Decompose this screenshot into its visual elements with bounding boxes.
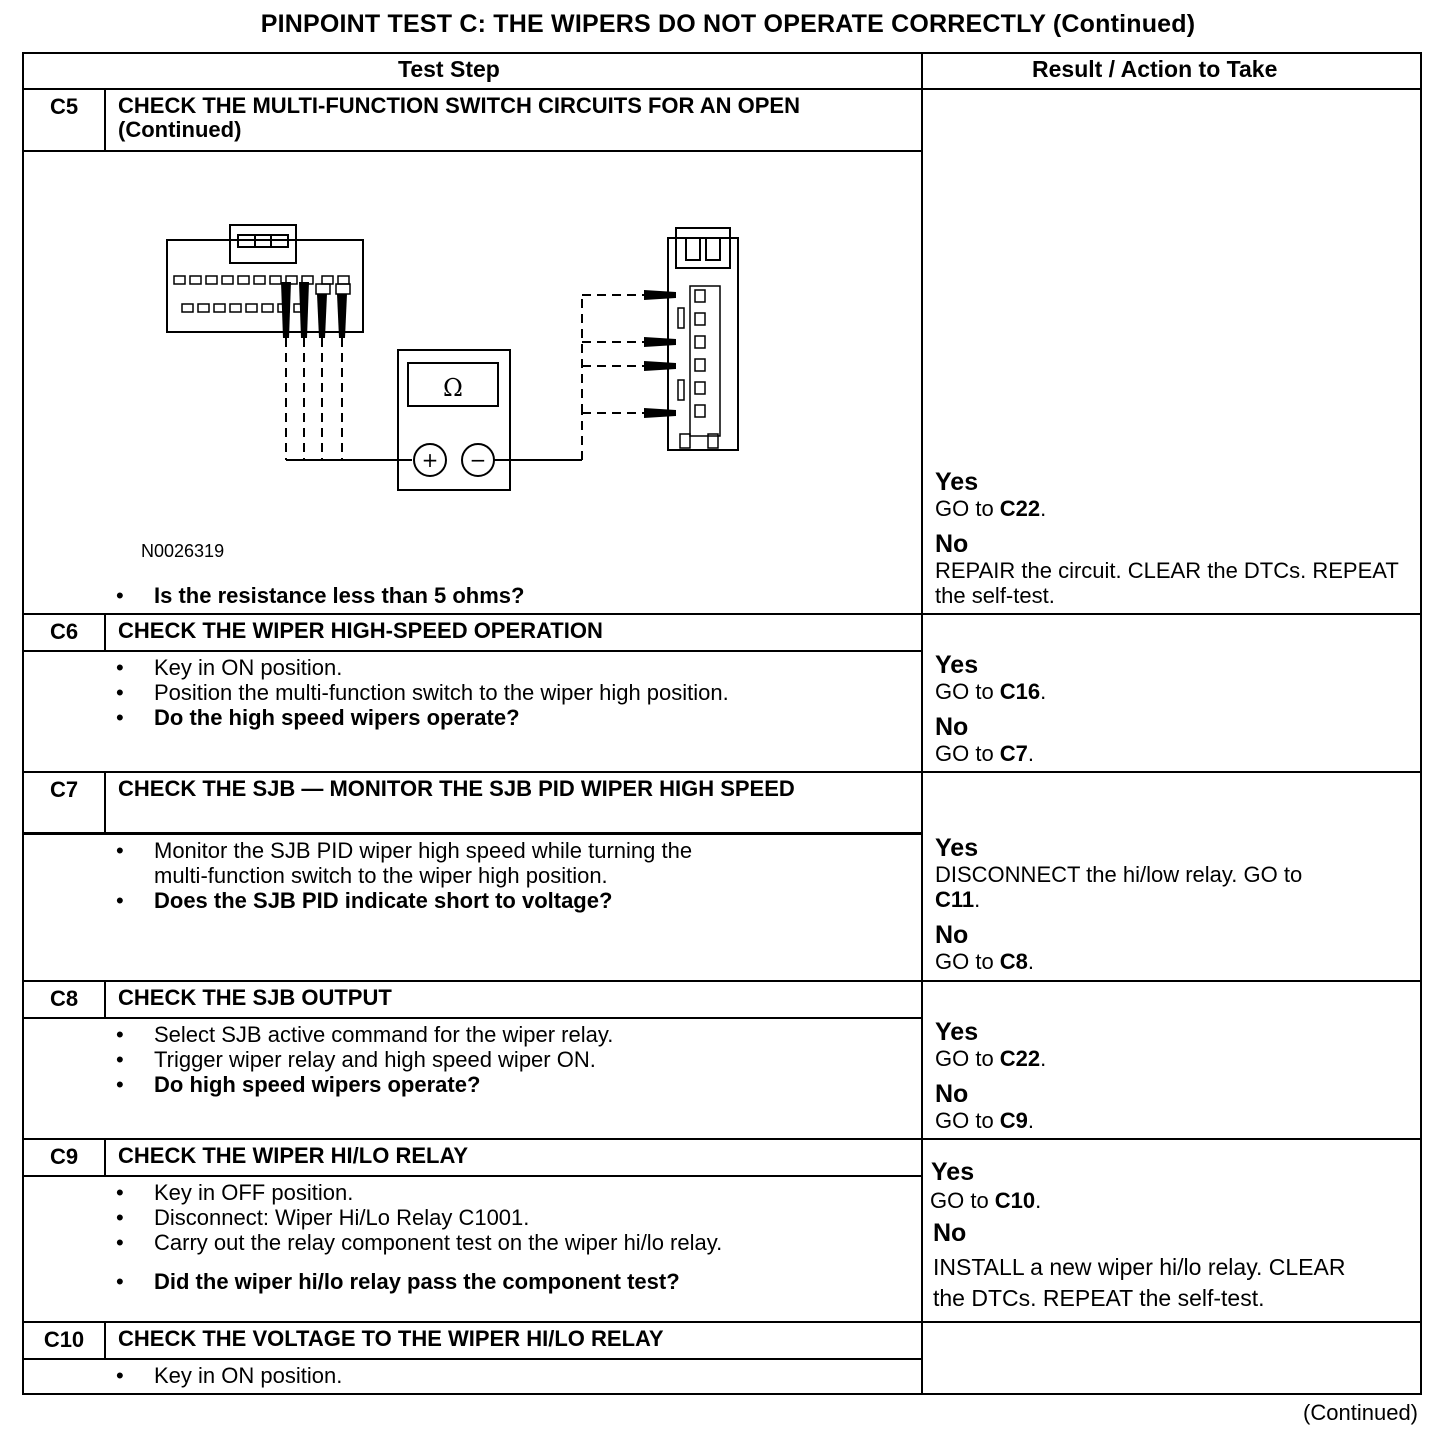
step-question: Do high speed wipers operate? [154,1072,481,1097]
bullet-glyph: • [116,655,124,680]
bullet-glyph: • [116,680,124,705]
ohm-symbol: Ω [443,374,463,402]
multifunction-switch-connector [167,240,363,332]
c5-row-divider [22,613,1422,615]
result-yes-action: GO to C22. [935,1046,1047,1071]
step-reference: C8 [999,949,1028,974]
ohmmeter [398,350,510,490]
result-no-action: INSTALL a new wiper hi/lo relay. CLEAR [933,1254,1346,1280]
bullet-text: Key in ON position. [154,1363,343,1388]
bullet-glyph: • [116,1022,124,1047]
column-header-test-step: Test Step [398,56,500,82]
continued-footer: (Continued) [1303,1400,1418,1425]
result-no-action: GO to C7. [935,741,1035,766]
positive-terminal-label: + [421,448,439,472]
result-yes-label: Yes [931,1158,975,1186]
step-id: C7 [49,777,79,802]
id-column-divider-c5 [104,89,106,151]
action-text: GO to [935,1108,1000,1133]
c6-row-divider [22,771,1422,773]
id-column-divider-c9 [104,1139,106,1176]
result-yes-action: GO to C22. [935,496,1047,521]
component-connector [668,238,738,450]
bullet-text: Position the multi-function switch to the wiper high position. [154,680,729,705]
bullet-text: Carry out the relay component test on the wiper hi/lo relay. [154,1230,723,1255]
bullet-text: Disconnect: Wiper Hi/Lo Relay C1001. [154,1205,530,1230]
step-reference: C22 [999,1046,1041,1071]
result-yes-label: Yes [935,468,979,496]
c7-row-divider [22,980,1422,982]
bullet-text: Select SJB active command for the wiper relay. [154,1022,614,1047]
header-row-divider [22,88,1422,90]
step-reference: C10 [994,1188,1036,1213]
bullet-glyph: • [116,1269,124,1294]
action-text: GO to [935,949,1000,974]
result-yes-action: GO to C10. [930,1188,1042,1213]
bullet-text: Trigger wiper relay and high speed wiper ON. [154,1047,596,1072]
bullet-glyph: • [116,1072,124,1097]
result-yes-label: Yes [935,1018,979,1046]
c6-title-divider [22,650,922,652]
bullet-glyph: • [116,1205,124,1230]
result-no-action: GO to C9. [935,1108,1035,1133]
c10-title-divider [22,1358,922,1360]
bullet-glyph: • [116,1180,124,1205]
step-title: CHECK THE MULTI-FUNCTION SWITCH CIRCUITS FOR AN OPEN (Continued) [118,93,800,142]
step-title: CHECK THE VOLTAGE TO THE WIPER HI/LO RELAY [118,1326,664,1351]
page-title: PINPOINT TEST C: THE WIPERS DO NOT OPERATE CORRECTLY (Continued) [260,10,1196,38]
id-column-divider-c6 [104,614,106,651]
step-question: Did the wiper hi/lo relay pass the component test? [154,1269,680,1294]
c7-title-divider [22,832,922,835]
result-yes-label: Yes [935,834,979,862]
step-question: Is the resistance less than 5 ohms? [154,583,525,608]
column-divider [921,52,923,1395]
step-id: C10 [43,1327,85,1352]
bullet-glyph: • [116,705,124,730]
result-yes-label: Yes [935,651,979,679]
id-column-divider-c10 [104,1322,106,1359]
bullet-text-continued: multi-function switch to the wiper high position. [154,863,608,888]
result-yes-action [935,862,1302,887]
step-title: CHECK THE SJB — MONITOR THE SJB PID WIPER HIGH SPEED [118,776,795,801]
step-id: C5 [49,94,79,119]
bullet-text: Key in ON position. [154,655,343,680]
result-no-label: No [935,921,969,949]
result-yes-reference: C11. [935,887,981,912]
result-yes-action: GO to C16. [935,679,1047,704]
bullet-glyph: • [116,1363,124,1388]
bullet-glyph: • [116,888,124,913]
step-id: C8 [49,986,79,1011]
step-id: C6 [49,619,79,644]
result-no-action: GO to C8. [935,949,1035,974]
step-title: CHECK THE WIPER HI/LO RELAY [118,1143,468,1168]
result-no-action: REPAIR the circuit. CLEAR the DTCs. REPEAT the self-test. [935,558,1399,608]
figure-reference-id: N0026319 [141,541,225,561]
id-column-divider-c8 [104,981,106,1018]
step-reference: C9 [999,1108,1028,1133]
c9-row-divider [22,1321,1422,1323]
id-column-divider-c7 [104,772,106,834]
step-reference: C16 [999,679,1041,704]
c9-title-divider [22,1175,922,1177]
action-text: GO to [935,1046,1000,1071]
bullet-text: Monitor the SJB PID wiper high speed while turning the [154,838,693,863]
step-question: Does the SJB PID indicate short to voltage? [154,888,613,913]
negative-terminal-label: − [469,448,487,472]
wiring-diagram [160,220,760,500]
action-text: GO to [930,1188,995,1213]
bullet-glyph: • [116,1230,124,1255]
result-no-label: No [935,713,969,741]
c5-title-divider [22,150,922,152]
c8-title-divider [22,1017,922,1019]
step-question: Do the high speed wipers operate? [154,705,520,730]
step-reference: C22 [999,496,1041,521]
bullet-glyph: • [116,1047,124,1072]
step-reference: C11 [935,887,975,912]
result-no-action-continued: the DTCs. REPEAT the self-test. [933,1285,1265,1311]
bullet-text: Key in OFF position. [154,1180,354,1205]
bullet-glyph: • [116,838,124,863]
result-no-label: No [933,1219,967,1247]
column-header-result: Result / Action to Take [1032,56,1278,82]
step-title: CHECK THE SJB OUTPUT [118,985,392,1010]
action-text: GO to [935,496,1000,521]
result-no-label: No [935,530,969,558]
result-no-label: No [935,1080,969,1108]
action-text: GO to [935,741,1000,766]
step-id: C9 [49,1144,79,1169]
step-reference: C7 [999,741,1028,766]
bullet-glyph: • [116,583,124,608]
step-title: CHECK THE WIPER HIGH-SPEED OPERATION [118,618,603,643]
action-text: GO to [935,679,1000,704]
action-text: DISCONNECT the hi/low relay. GO to [935,862,1303,887]
c8-row-divider [22,1138,1422,1140]
